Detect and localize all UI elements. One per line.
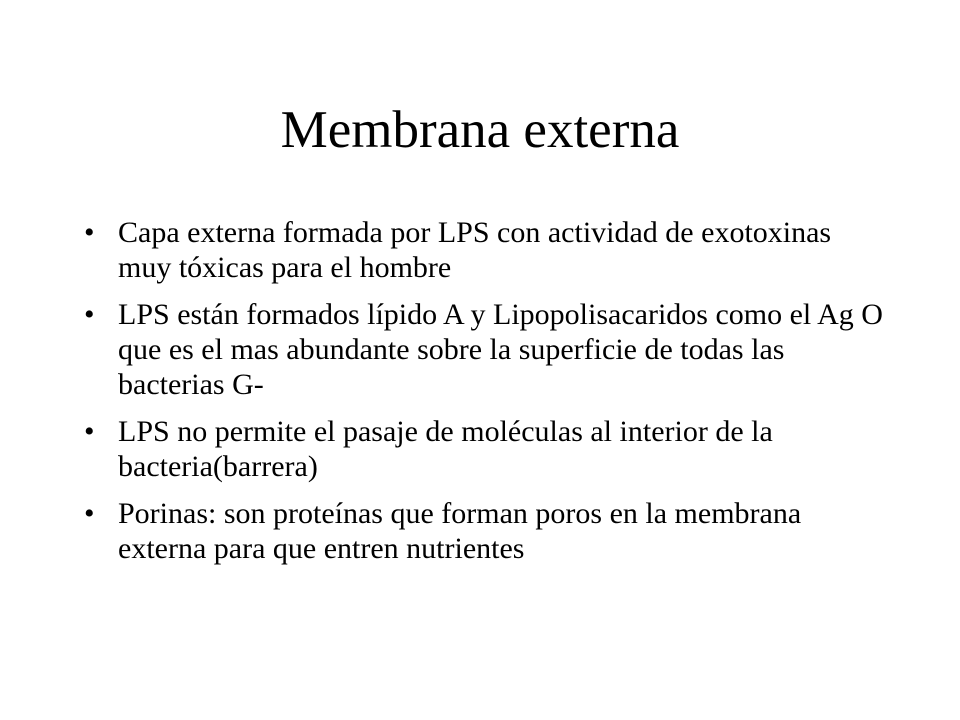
bullet-dot-icon: • [84, 497, 95, 530]
bullet-dot-icon: • [84, 415, 95, 448]
bullet-list [84, 215, 884, 578]
slide-title: Membrana externa [280, 101, 680, 159]
bullet-item [84, 414, 884, 484]
bullet-dot-icon: • [84, 216, 95, 249]
bullet-text: LPS están formados lípido A y Lipopolisacaridos como el Ag O que es el mas abundante sobre la superficie de todas las bacterias G- [118, 298, 883, 401]
bullet-item [84, 496, 884, 566]
bullet-item [84, 297, 884, 402]
bullet-text: Capa externa formada por LPS con actividad de exotoxinas muy tóxicas para el hombre [118, 216, 832, 284]
bullet-text: LPS no permite el pasaje de moléculas al interior de la bacteria(barrera) [118, 415, 773, 483]
bullet-dot-icon: • [84, 298, 95, 331]
bullet-text: Porinas: son proteínas que forman poros en la membrana externa para que entren nutrientes [118, 497, 802, 565]
bullet-item [84, 215, 884, 285]
